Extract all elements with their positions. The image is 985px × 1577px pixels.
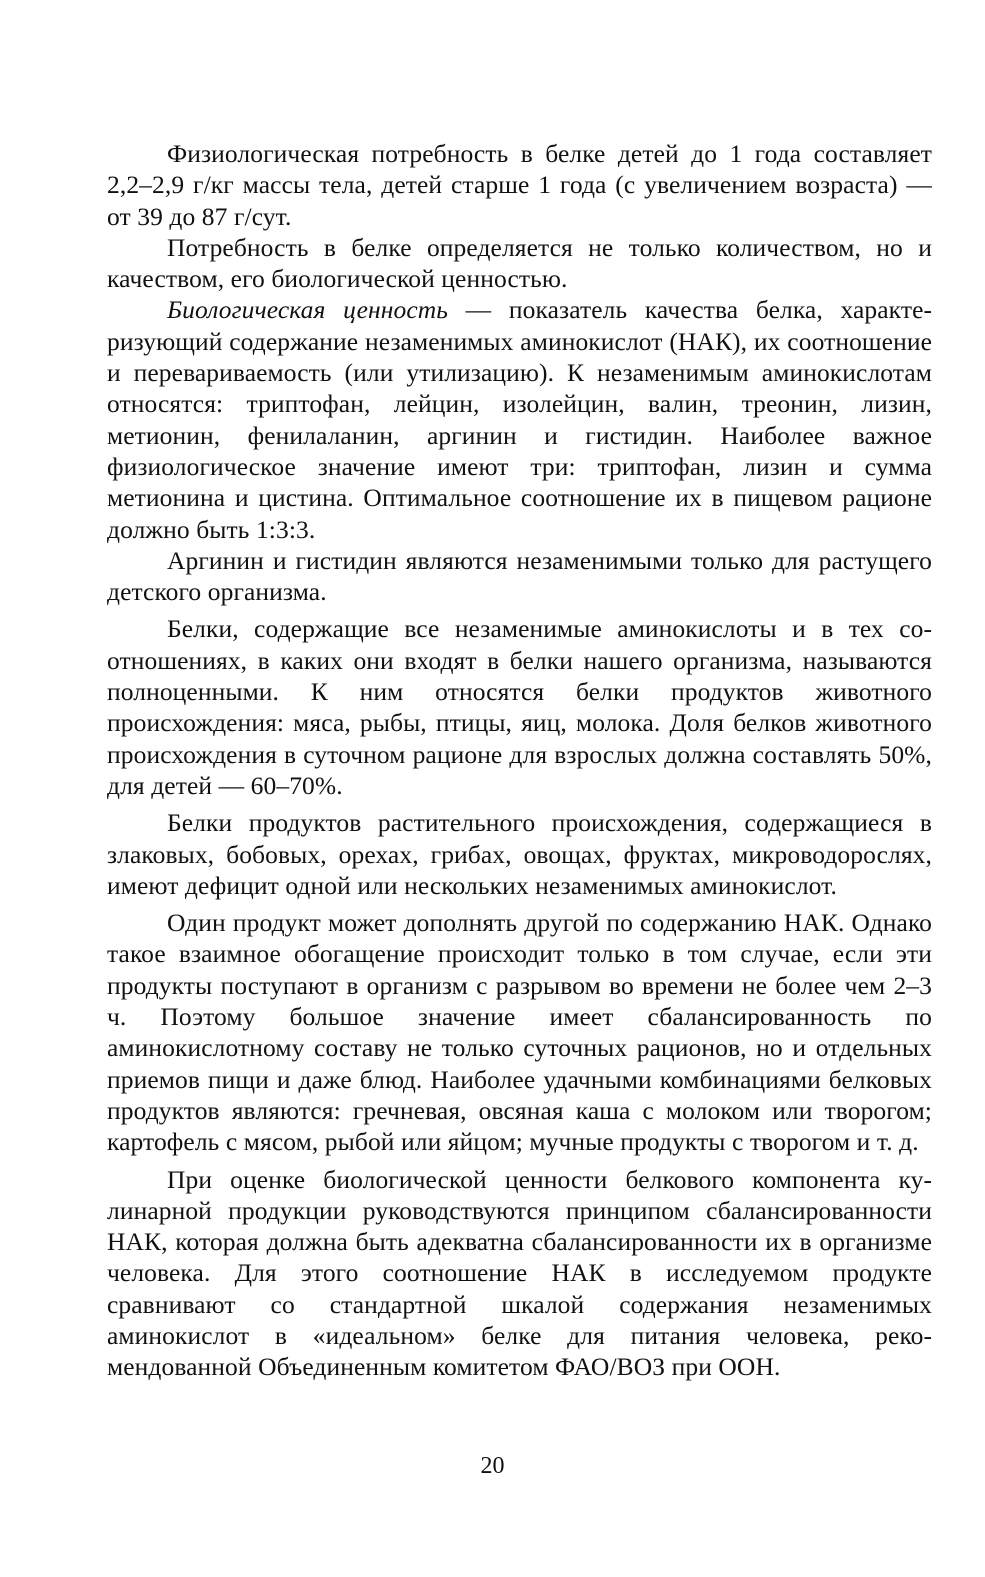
term-biological-value: Биологическая ценность xyxy=(167,295,448,325)
paragraph-plant-proteins: Белки продуктов растительного происхождения, содержащиеся в злаковых, бобовых, орехах, грибах, овощах, фруктах, микроводорослях, имеют дефицит одной или нескольких незаменимых аминокислот. xyxy=(107,808,932,900)
page-body xyxy=(107,138,932,1383)
paragraph-arginine-histidine: Аргинин и гистидин являются незаменимыми только для растущего детского организма. xyxy=(107,545,932,607)
page-number: 20 xyxy=(480,1453,505,1479)
paragraph-biological-value xyxy=(107,294,932,544)
paragraph-protein-requirement-children: Физиологическая потребность в белке детей до 1 года составляет 2,2–2,9 г/кг массы тела, детей старше 1 года (с увеличением возраста) — от 39 до 87 г/сут. xyxy=(107,139,932,231)
paragraph-biological-value-assessment: При оценке биологической ценности белкового компонента кулинарной продукции руководствуются принципом сбалансированности НАК, которая должна быть адекватна сбалансированности их в организме человека. Для этого соотношение НАК в исследуемом продукте сравнивают со стандартной шкалой содержания незаменимых аминокислот в «идеальном» белке для питания человека, рекомендованной Объединенным комитетом ФАО/ВОЗ при ООН. xyxy=(107,1164,932,1382)
paragraph-complete-proteins: Белки, содержащие все незаменимые аминокислоты и в тех соотношениях, в каких они входят в белки нашего организма, называются полноценными. К ним относятся белки продуктов животного происхождения: мяса, рыбы, птицы, яиц, молока. Доля белков животного происхождения в суточном рационе для взрослых должна составлять 50%, для детей — 60–70%. xyxy=(107,614,932,800)
biological-value-definition: — показатель качества белка, характеризующий содержание незаменимых аминокислот (НАК), их соотношение и перевариваемость (или утилизацию). К незаменимым аминокислотам относятся: триптофан, лейцин, изолейцин, валин, треонин, лизин, метионин, фенилаланин, аргинин и гистидин. Наиболее важное физиологическое значение имеют три: триптофан, лизин и сумма метионина и цистина. Оптимальное соотношение их в пищевом рационе должно быть 1:3:3. xyxy=(107,295,932,544)
paragraph-protein-complementation: Один продукт может дополнять другой по содержанию НАК. Однако такое взаимное обогащение происходит только в том случае, если эти продукты поступают в организм с разрывом во времени не более чем 2–3 ч. Поэтому большое значение имеет сбалансированность по аминокислотному составу не только суточных рационов, но и отдельных приемов пищи и даже блюд. Наиболее удачными комбинациями белковых продуктов являются: гречневая, овсяная каша с молоком или творогом; картофель с мясом, рыбой или яйцом; мучные продукты с творогом и т. д. xyxy=(107,908,932,1157)
paragraph-protein-quality: Потребность в белке определяется не только количеством, но и качеством, его биологической ценностью. xyxy=(107,232,932,294)
